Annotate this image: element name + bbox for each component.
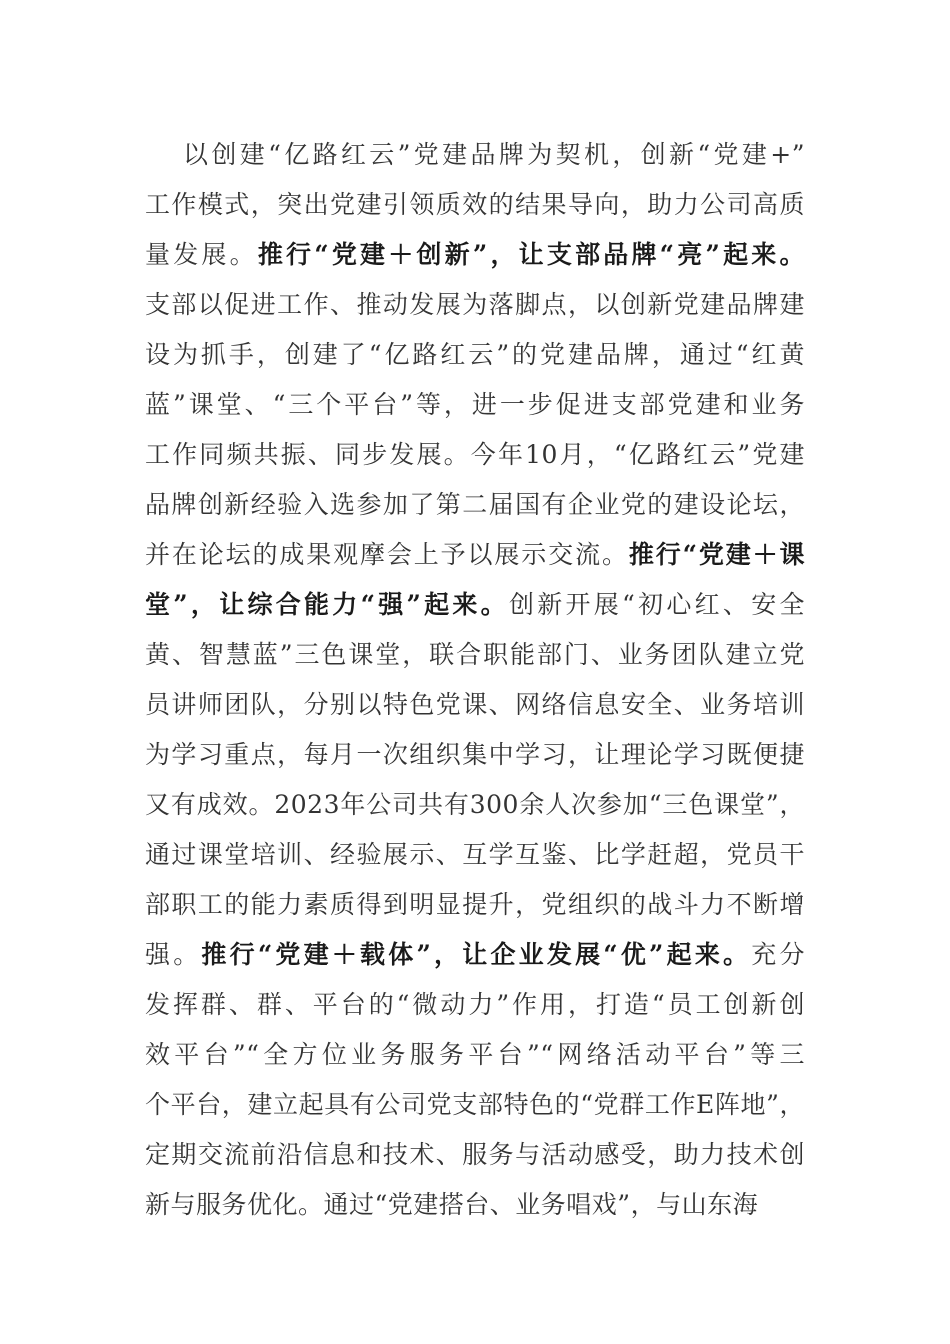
- text-line: [145, 980, 805, 1030]
- body-text: 员讲师团队，分别以特色党课、网络信息安全、业务培训: [145, 690, 805, 719]
- text-line: [145, 180, 805, 230]
- body-text: 工作同频共振、同步发展。今年10月，“亿路红云”党建: [145, 440, 805, 469]
- body-text: 黄、智慧蓝”三色课堂，联合职能部门、业务团队建立党: [145, 640, 805, 669]
- body-text: 又有成效。2023年公司共有300余人次参加“三色课堂”，: [145, 790, 805, 819]
- text-line: [145, 130, 805, 180]
- text-line: [145, 230, 805, 280]
- body-text: 新与服务优化。通过“党建搭台、业务唱戏”，与山东海: [145, 1190, 759, 1219]
- text-line: [145, 1080, 805, 1130]
- text-line: [145, 430, 805, 480]
- text-line: [145, 580, 805, 630]
- body-text: 支部以促进工作、推动发展为落脚点，以创新党建品牌建: [145, 290, 805, 319]
- text-line: [145, 380, 805, 430]
- text-line: [145, 480, 805, 530]
- body-text: 并在论坛的成果观摩会上予以展示交流。: [145, 540, 629, 569]
- text-line: [145, 1030, 805, 1080]
- body-text: 效平台”“全方位业务服务平台”“网络活动平台”等三: [145, 1040, 805, 1069]
- bold-heading-text: 推行“党建＋创新”，让支部品牌“亮”起来。: [257, 240, 805, 269]
- text-line: [145, 330, 805, 380]
- body-text: 量发展。: [145, 240, 258, 269]
- body-text: 发挥群、群、平台的“微动力”作用，打造“员工创新创: [145, 990, 805, 1019]
- body-text: 设为抓手，创建了“亿路红云”的党建品牌，通过“红黄: [145, 340, 805, 369]
- text-line: [145, 880, 805, 930]
- text-line: [145, 830, 805, 880]
- body-text: 为学习重点，每月一次组织集中学习，让理论学习既便捷: [145, 740, 805, 769]
- text-line: [145, 730, 805, 780]
- text-line: [145, 680, 805, 730]
- body-text: 创新开展“初心红、安全: [508, 590, 805, 619]
- bold-heading-text: 堂”，让综合能力“强”起来。: [145, 590, 509, 619]
- text-line: [145, 530, 805, 580]
- body-text: 充分: [751, 940, 805, 969]
- bold-heading-text: 推行“党建＋课: [628, 540, 805, 569]
- body-text: 品牌创新经验入选参加了第二届国有企业党的建设论坛，: [145, 490, 805, 519]
- text-line: [145, 1180, 805, 1230]
- body-text: 个平台，建立起具有公司党支部特色的“党群工作E阵地”，: [145, 1090, 805, 1119]
- text-line: [145, 930, 805, 980]
- body-text: 部职工的能力素质得到明显提升，党组织的战斗力不断增: [145, 890, 805, 919]
- text-line: [145, 280, 805, 330]
- text-line: [145, 1130, 805, 1180]
- text-line: [145, 630, 805, 680]
- body-text: 定期交流前沿信息和技术、服务与活动感受，助力技术创: [145, 1140, 805, 1169]
- bold-heading-text: 推行“党建＋载体”，让企业发展“优”起来。: [201, 940, 752, 969]
- body-paragraph: [145, 130, 805, 1230]
- body-text: 蓝”课堂、“三个平台”等，进一步促进支部党建和业务: [145, 390, 805, 419]
- body-text: 通过课堂培训、经验展示、互学互鉴、比学赶超，党员干: [145, 840, 805, 869]
- text-line: [145, 780, 805, 830]
- body-text: 工作模式，突出党建引领质效的结果导向，助力公司高质: [145, 190, 805, 219]
- body-text: 强。: [145, 940, 202, 969]
- body-text: 以创建“亿路红云”党建品牌为契机，创新“党建+”: [183, 140, 805, 169]
